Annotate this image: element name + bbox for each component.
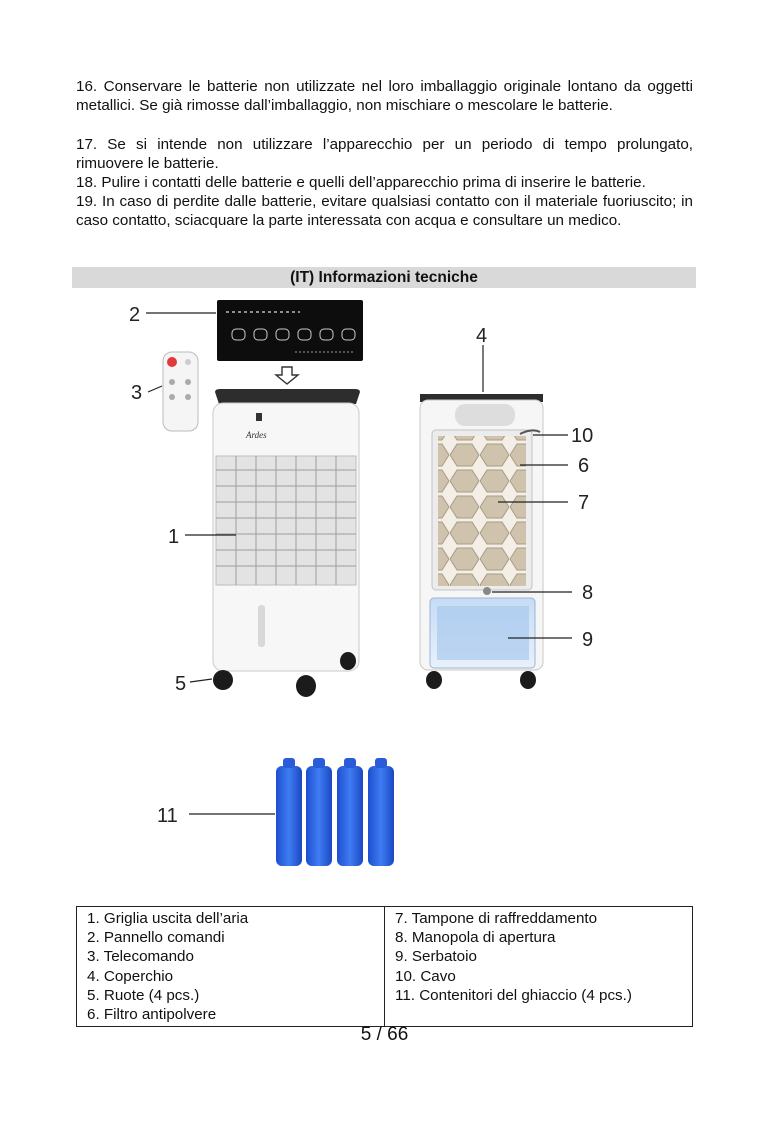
- callout-4: 4: [476, 325, 488, 347]
- paragraph-17: 17. Se si intende non utilizzare l’apparecchio per un periodo di tempo prolungato, rimuovere le batterie.: [76, 136, 693, 173]
- legend-left-column: [77, 907, 385, 1027]
- page-number: 5 / 66: [360, 1024, 409, 1045]
- callout-6: 6: [578, 455, 590, 477]
- legend-item: 4. Coperchio: [87, 967, 174, 985]
- callout-8: 8: [582, 582, 594, 604]
- remote-control-image: [163, 352, 198, 431]
- air-cooler-front-image: [213, 389, 360, 697]
- callout-1: 1: [168, 526, 180, 548]
- ice-packs-image: [276, 758, 394, 866]
- legend-item: 11. Contenitori del ghiaccio (4 pcs.): [395, 986, 632, 1004]
- legend-item: 8. Manopola di apertura: [395, 929, 556, 947]
- section-title: (IT) Informazioni tecniche: [72, 267, 696, 288]
- parts-legend-table: [76, 906, 693, 1027]
- legend-item: 6. Filtro antipolvere: [87, 1006, 217, 1024]
- legend-item: 7. Tampone di raffreddamento: [395, 910, 598, 927]
- legend-item: 2. Pannello comandi: [87, 929, 225, 947]
- legend-item: 3. Telecomando: [87, 948, 194, 966]
- callout-7: 7: [578, 492, 590, 514]
- paragraph-19: 19. In caso di perdite dalle batterie, evitare qualsiasi contatto con il materiale fuoriuscito; in caso contatto, sciacquare la parte interessata con acqua e consultare un medico.: [76, 193, 693, 230]
- paragraph-18: 18. Pulire i contatti delle batterie e quelli dell’apparecchio prima di inserire le batterie.: [76, 174, 646, 191]
- callout-3: 3: [131, 382, 143, 404]
- legend-item: 9. Serbatoio: [395, 948, 477, 966]
- callout-5: 5: [175, 673, 187, 695]
- control-panel-image: [217, 300, 363, 361]
- callout-11: 11: [157, 805, 178, 827]
- callout-2: 2: [129, 304, 141, 326]
- legend-item: 10. Cavo: [395, 967, 456, 985]
- callout-9: 9: [582, 629, 594, 651]
- paragraph-16: 16. Conservare le batterie non utilizzate nel loro imballaggio originale lontano da oggetti metallici. Se già rimosse dall’imballaggio, non mischiare o mescolare le batterie.: [76, 78, 693, 115]
- air-cooler-rear-image: [420, 394, 543, 689]
- legend-item: 5. Ruote (4 pcs.): [87, 986, 200, 1004]
- brand-logo: Ardes: [246, 430, 267, 440]
- arrow-down-icon: [276, 367, 298, 384]
- product-figure: [0, 290, 769, 890]
- callout-10: 10: [571, 425, 594, 447]
- legend-item: 1. Griglia uscita dell’aria: [87, 910, 249, 927]
- legend-right-column: [385, 907, 693, 1027]
